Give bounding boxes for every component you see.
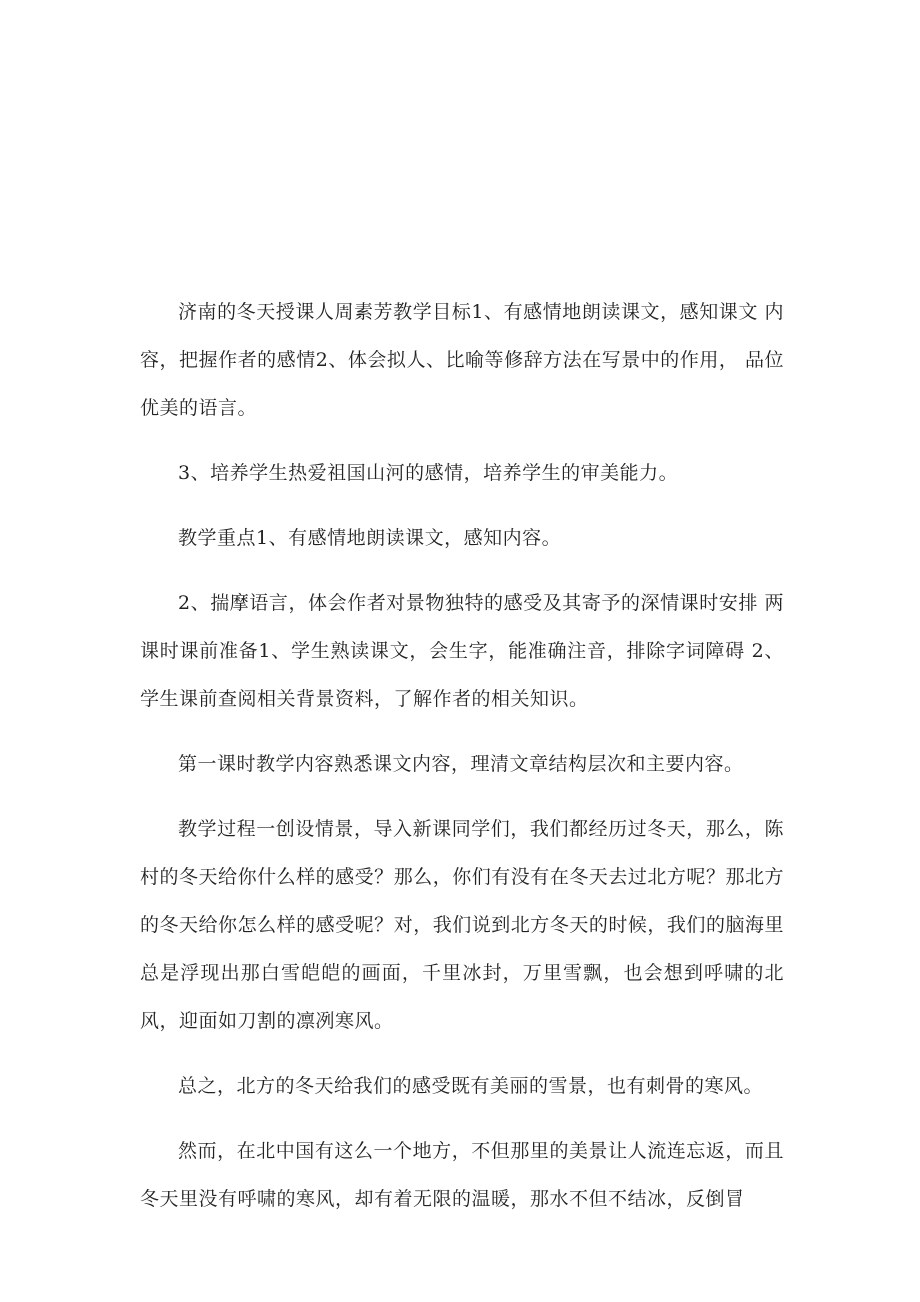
paragraph-teaching-process: 教学过程一创设情景，导入新课同学们，我们都经历过冬天，那么，陈村的冬天给你什么样的感受？那么，你们有没有在冬天去过北方呢？那北方的冬天给你怎么样的感受呢？对，我们说到北方冬天的时候，我们的脑海里总是浮现出那白雪皑皑的画面，千里冰封，万里雪飘，也会想到呼啸的北风，迎面如刀割的凛冽寒风。 xyxy=(140,818,784,1032)
paragraph-objective-3: 3、培养学生热爱祖国山河的感情，培养学生的审美能力。 xyxy=(178,462,679,484)
paragraph-first-lesson: 第一课时教学内容熟悉课文内容，理清文章结构层次和主要内容。 xyxy=(178,753,744,775)
paragraph-objectives: 济南的冬天授课人周素芳教学目标1、有感情地朗读课文，感知课文 内容，把握作者的感情2、体会拟人、比喻等修辞方法在写景中的作用， 品位优美的语言。 xyxy=(140,301,784,419)
paragraph-schedule-preparation: 2、揣摩语言，体会作者对景物独特的感受及其寄予的深情课时安排 两课时课前准备1、学生熟读课文，会生字，能准确注音，排除字词障碍 2、学生课前查阅相关背景资料，了解作者的相关知识。 xyxy=(140,592,784,710)
paragraph-however: 然而，在北中国有这么一个地方，不但那里的美景让人流连忘返，而且冬天里没有呼啸的寒风，却有着无限的温暖，那水不但不结冰，反倒冒 xyxy=(140,1140,784,1210)
paragraph-summary: 总之，北方的冬天给我们的感受既有美丽的雪景，也有刺骨的寒风。 xyxy=(178,1075,764,1097)
paragraph-key-points: 教学重点1、有感情地朗读课文，感知内容。 xyxy=(178,527,562,549)
document-body xyxy=(140,288,784,1240)
